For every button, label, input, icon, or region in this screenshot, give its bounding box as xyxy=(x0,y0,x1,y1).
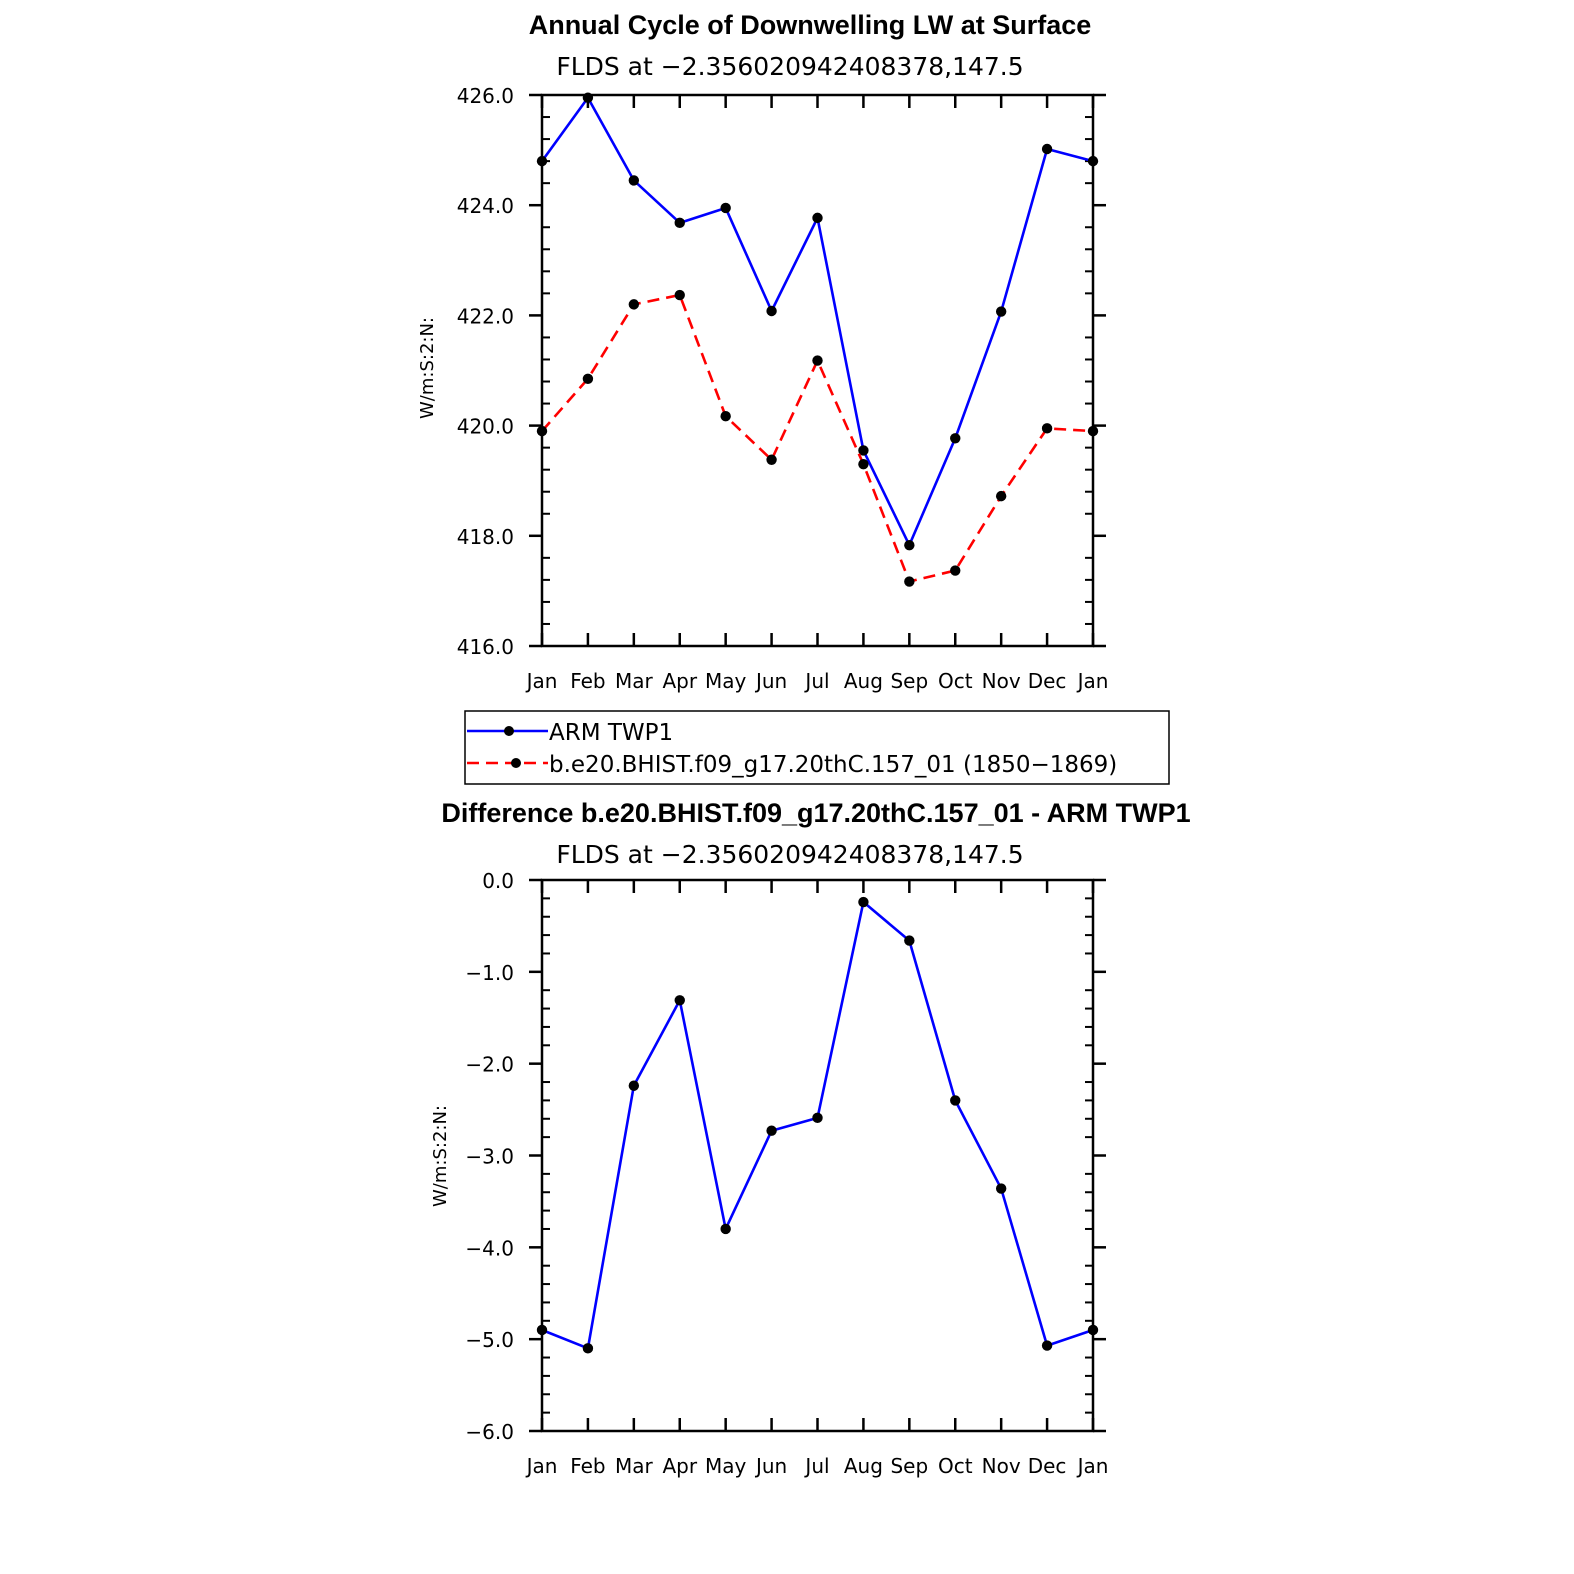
legend-marker-series-1 xyxy=(504,726,514,736)
panel1-series-2-point xyxy=(629,299,639,309)
panel1-ytick-label: 420.0 xyxy=(456,414,514,439)
panel1-series-1-point xyxy=(629,175,639,185)
panel1-series-1-point xyxy=(537,156,547,166)
panel1-series-2-point xyxy=(1042,423,1052,433)
panel1-series-2-line xyxy=(542,295,1093,582)
panel2-xtick-label: Aug xyxy=(843,1454,883,1478)
panel1-series-1-point xyxy=(1042,144,1052,154)
panel1-series-2-point xyxy=(858,459,868,469)
panel1-series-1-point xyxy=(996,306,1006,316)
panel2-series-1-point xyxy=(904,935,914,945)
panel1-series-2-point xyxy=(766,455,776,465)
panel2-series-1-point xyxy=(675,995,685,1005)
panel2-xtick-label: Mar xyxy=(614,1454,653,1478)
panel2-xtick-label: Jul xyxy=(805,1454,830,1478)
panel1-xtick-label: Dec xyxy=(1027,669,1067,693)
panel2-series-1-point xyxy=(858,897,868,907)
panel2-title: Difference b.e20.BHIST.f09_g17.20thC.157_01 - ARM TWP1 xyxy=(441,798,1191,828)
panel1-series-2-point xyxy=(675,290,685,300)
panel1-frame xyxy=(542,95,1093,646)
panel1-xtick-label: Apr xyxy=(662,669,698,693)
panel2-xtick-label: Feb xyxy=(570,1454,606,1478)
legend-marker-series-2 xyxy=(511,758,521,768)
panel1-xtick-label: Mar xyxy=(614,669,653,693)
panel1-xtick-label: Jul xyxy=(805,669,830,693)
panel1-series-1-point xyxy=(1088,156,1098,166)
panel2-series-1-line xyxy=(542,902,1093,1348)
panel2-series-1-point xyxy=(1042,1340,1052,1350)
panel1-ytick-label: 426.0 xyxy=(456,84,514,108)
panel2-frame xyxy=(542,880,1093,1431)
panel2-xtick-label: Dec xyxy=(1027,1454,1067,1478)
panel2-ytick-label: −2.0 xyxy=(465,1052,514,1077)
panel2-series-1-point xyxy=(1088,1325,1098,1335)
panel1-series-2-point xyxy=(537,426,547,436)
panel2-series-1-point xyxy=(583,1343,593,1353)
panel2-series-1-point xyxy=(996,1183,1006,1193)
panel1-ylabel: W/m:S:2:N: xyxy=(417,317,438,419)
panel1-ytick-label: 418.0 xyxy=(456,524,514,549)
legend-label-series-2: b.e20.BHIST.f09_g17.20thC.157_01 (1850−1869) xyxy=(549,752,1118,778)
panel2-series-1-point xyxy=(629,1081,639,1091)
panel1-series-1-point xyxy=(812,213,822,223)
panel1-series-2-point xyxy=(950,565,960,575)
panel1-series-1-point xyxy=(766,306,776,316)
panel1-series-2-point xyxy=(720,411,730,421)
panel2-xtick-label: Nov xyxy=(981,1454,1021,1478)
panel1-series-1-point xyxy=(675,218,685,228)
panel2-xtick-label: Apr xyxy=(662,1454,698,1478)
panel1-xtick-label: May xyxy=(704,669,747,693)
panel2-plot xyxy=(465,869,1108,1478)
legend-label-series-1: ARM TWP1 xyxy=(549,720,674,746)
panel2-series-1-point xyxy=(766,1126,776,1136)
panel2-ytick-label: −5.0 xyxy=(465,1328,514,1353)
panel1-subtitle: FLDS at −2.356020942408378,147.5 xyxy=(556,52,1024,81)
panel1-series-2-point xyxy=(1088,426,1098,436)
panel2-ytick-label: −6.0 xyxy=(465,1420,514,1444)
panel2-xtick-label: Sep xyxy=(890,1454,929,1478)
panel1-series-2-point xyxy=(583,374,593,384)
panel1-ytick-label: 422.0 xyxy=(456,304,514,329)
panel1-series-1-point xyxy=(950,433,960,443)
panel1-series-1-point xyxy=(904,540,914,550)
panel2-ytick-label: 0.0 xyxy=(482,869,514,893)
panel1-xtick-label: Feb xyxy=(570,669,606,693)
panel2-xtick-label: Jan xyxy=(526,1454,558,1478)
panel2-xtick-label: Jan xyxy=(1077,1454,1109,1478)
legend xyxy=(465,711,1169,784)
panel2-series-1-point xyxy=(720,1224,730,1234)
panel1-xtick-label: Jan xyxy=(1077,669,1109,693)
panel2-xtick-label: Jun xyxy=(755,1454,788,1478)
panel2-ytick-label: −1.0 xyxy=(465,960,514,985)
panel1-xtick-label: Nov xyxy=(981,669,1021,693)
panel1-xtick-label: Jan xyxy=(526,669,558,693)
panel1-xtick-label: Aug xyxy=(843,669,883,693)
panel1-series-2-point xyxy=(904,576,914,586)
panel2-subtitle: FLDS at −2.356020942408378,147.5 xyxy=(556,840,1024,869)
panel1-xtick-label: Sep xyxy=(890,669,929,693)
panel1-xtick-label: Jun xyxy=(755,669,788,693)
panel1-series-1-point xyxy=(720,203,730,213)
panel1-series-2-point xyxy=(812,355,822,365)
panel2-ylabel: W/m:S:2:N: xyxy=(430,1105,451,1207)
panel1-ytick-label: 416.0 xyxy=(456,635,514,659)
panel2-series-1-point xyxy=(950,1095,960,1105)
panel1-title: Annual Cycle of Downwelling LW at Surface xyxy=(528,10,1092,40)
panel1-series-1-point xyxy=(583,93,593,103)
panel2-series-1-point xyxy=(537,1325,547,1335)
panel2-ytick-label: −3.0 xyxy=(465,1144,514,1169)
panel2-xtick-label: May xyxy=(704,1454,747,1478)
panel1-plot xyxy=(457,84,1109,693)
panel2-ytick-label: −4.0 xyxy=(465,1236,514,1261)
panel2-xtick-label: Oct xyxy=(937,1454,973,1478)
panel2-series-1-point xyxy=(812,1113,822,1123)
panel1-xtick-label: Oct xyxy=(937,669,973,693)
panel1-ytick-label: 424.0 xyxy=(456,194,514,219)
panel1-series-2-point xyxy=(996,491,1006,501)
